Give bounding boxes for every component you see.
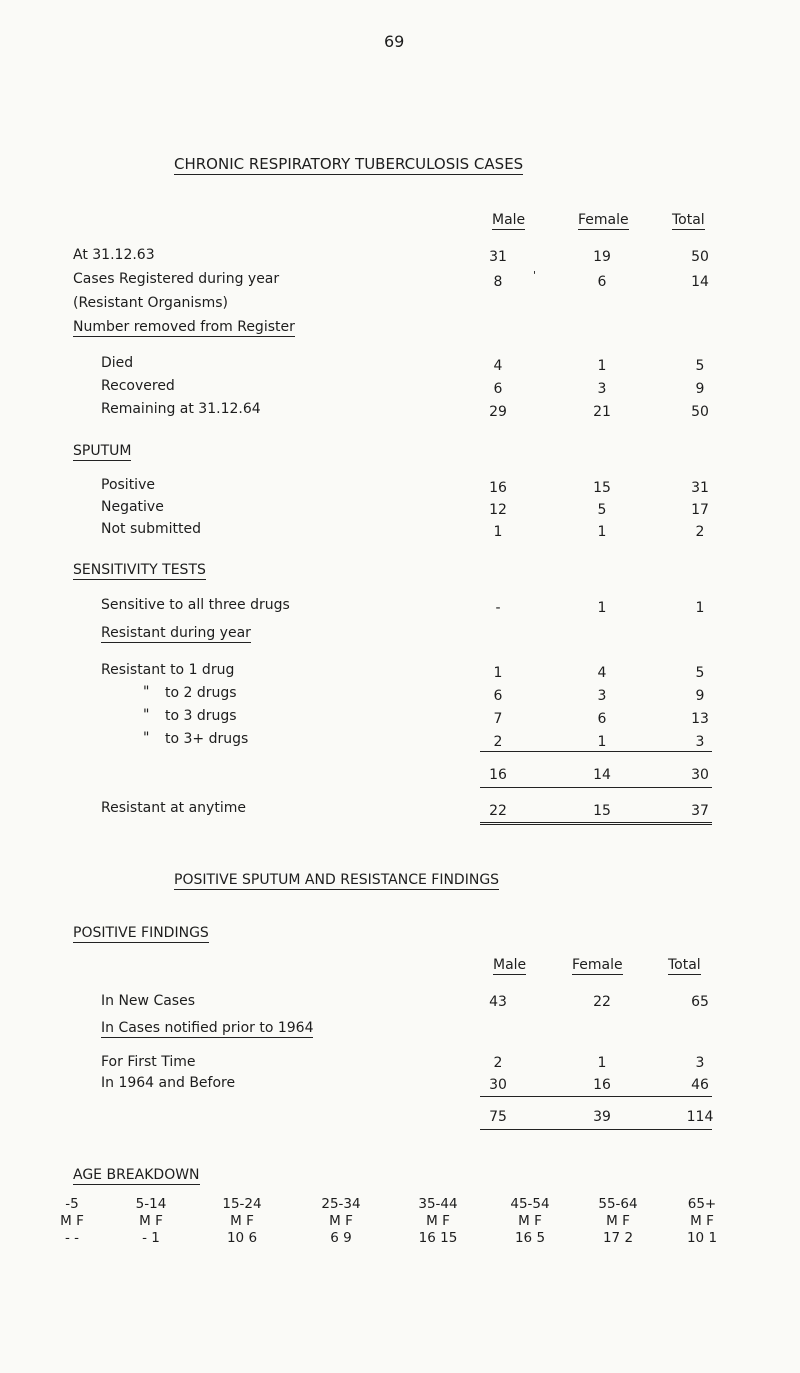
cell-male: - bbox=[495, 600, 501, 616]
age-values: - - bbox=[64, 1230, 80, 1246]
row-label: Not submitted bbox=[101, 521, 202, 537]
cell-male: 12 bbox=[489, 502, 507, 518]
cell-male: 31 bbox=[489, 249, 507, 265]
row-label: At 31.12.63 bbox=[73, 247, 155, 263]
cell-female: 6 bbox=[597, 711, 607, 727]
section2-title: POSITIVE SPUTUM AND RESISTANCE FINDINGS bbox=[174, 872, 500, 888]
cell-male: 29 bbox=[489, 404, 507, 420]
cell-female: 15 bbox=[593, 803, 611, 819]
cell-total: 9 bbox=[695, 381, 705, 397]
cell-female: 4 bbox=[597, 665, 607, 681]
cell-male: 4 bbox=[493, 358, 503, 374]
subtotal-rule bbox=[480, 1096, 712, 1097]
cell-male: 16 bbox=[489, 767, 507, 783]
age-values: 17 2 bbox=[602, 1230, 634, 1246]
row-label: In 1964 and Before bbox=[101, 1075, 236, 1091]
page-number: 69 bbox=[384, 32, 405, 51]
row-label: to 3+ drugs bbox=[165, 731, 249, 747]
header-total: Total bbox=[672, 212, 705, 228]
cell-total: 13 bbox=[691, 711, 709, 727]
section-heading-age-breakdown: AGE BREAKDOWN bbox=[73, 1167, 200, 1183]
row-label: to 2 drugs bbox=[165, 685, 237, 701]
cell-total: 1 bbox=[695, 600, 705, 616]
cell-male: 2 bbox=[493, 734, 503, 750]
cell-female: 3 bbox=[597, 381, 607, 397]
age-range: 55-64 bbox=[598, 1196, 638, 1212]
cell-total: 46 bbox=[691, 1077, 709, 1093]
cell-total: 2 bbox=[695, 524, 705, 540]
cell-total: 114 bbox=[686, 1109, 714, 1125]
cell-total: 50 bbox=[691, 249, 709, 265]
section-heading-sensitivity: SENSITIVITY TESTS bbox=[73, 562, 206, 578]
age-mf: M F bbox=[518, 1213, 542, 1229]
header-male: Male bbox=[493, 957, 527, 973]
age-values: - 1 bbox=[142, 1230, 160, 1246]
cell-male: 2 bbox=[493, 1055, 503, 1071]
header-female: Female bbox=[578, 212, 629, 228]
age-mf: M F bbox=[139, 1213, 163, 1229]
age-range: 25-34 bbox=[321, 1196, 361, 1212]
cell-total: 9 bbox=[695, 688, 705, 704]
cell-female: 22 bbox=[593, 994, 611, 1010]
cell-male: 16 bbox=[489, 480, 507, 496]
row-sublabel: (Resistant Organisms) bbox=[73, 295, 228, 311]
cell-female: 5 bbox=[597, 502, 607, 518]
cell-male: 22 bbox=[489, 803, 507, 819]
age-range: 5-14 bbox=[135, 1196, 167, 1212]
row-label: In New Cases bbox=[101, 993, 195, 1009]
cell-female: 1 bbox=[597, 1055, 607, 1071]
age-values: 16 15 bbox=[418, 1230, 458, 1246]
section-heading-sputum: SPUTUM bbox=[73, 443, 132, 459]
row-label: Sensitive to all three drugs bbox=[101, 597, 290, 613]
total-rule bbox=[480, 1129, 712, 1130]
age-mf: M F bbox=[426, 1213, 450, 1229]
age-values: 10 1 bbox=[686, 1230, 718, 1246]
ditto-mark: " bbox=[143, 684, 150, 700]
age-range: 15-24 bbox=[222, 1196, 262, 1212]
cell-female: 16 bbox=[593, 1077, 611, 1093]
section-subheading: In Cases notified prior to 1964 bbox=[101, 1020, 314, 1036]
cell-total: 14 bbox=[691, 274, 709, 290]
row-label: Negative bbox=[101, 499, 164, 515]
age-range: -5 bbox=[65, 1196, 79, 1212]
cell-total: 65 bbox=[691, 994, 709, 1010]
age-values: 16 5 bbox=[514, 1230, 546, 1246]
row-label: to 3 drugs bbox=[165, 708, 237, 724]
page-title: CHRONIC RESPIRATORY TUBERCULOSIS CASES bbox=[174, 155, 524, 173]
age-mf: M F bbox=[329, 1213, 353, 1229]
cell-male: 1 bbox=[493, 665, 503, 681]
cell-female: 1 bbox=[597, 524, 607, 540]
age-values: 6 9 bbox=[330, 1230, 352, 1246]
age-range: 65+ bbox=[687, 1196, 717, 1212]
row-label: Cases Registered during year bbox=[73, 271, 280, 287]
cell-total: 5 bbox=[695, 358, 705, 374]
cell-total: 50 bbox=[691, 404, 709, 420]
row-label: For First Time bbox=[101, 1054, 196, 1070]
cell-male: 6 bbox=[493, 381, 503, 397]
subtotal-rule bbox=[480, 751, 712, 752]
row-label: Remaining at 31.12.64 bbox=[101, 401, 261, 417]
cell-male: 30 bbox=[489, 1077, 507, 1093]
row-label: Resistant to 1 drug bbox=[101, 662, 235, 678]
cell-male: 6 bbox=[493, 688, 503, 704]
cell-total: 30 bbox=[691, 767, 709, 783]
cell-total: 17 bbox=[691, 502, 709, 518]
cell-female: 39 bbox=[593, 1109, 611, 1125]
row-label: Resistant at anytime bbox=[101, 800, 246, 816]
row-label: Recovered bbox=[101, 378, 175, 394]
age-values: 10 6 bbox=[226, 1230, 258, 1246]
cell-total: 31 bbox=[691, 480, 709, 496]
cell-female: 1 bbox=[597, 734, 607, 750]
cell-male: 1 bbox=[493, 524, 503, 540]
row-label: Died bbox=[101, 355, 134, 371]
cell-male: 8 bbox=[493, 274, 503, 290]
cell-male: 43 bbox=[489, 994, 507, 1010]
age-range: 35-44 bbox=[418, 1196, 458, 1212]
section-subheading: Number removed from Register bbox=[73, 319, 295, 335]
cell-female: 15 bbox=[593, 480, 611, 496]
header-female: Female bbox=[572, 957, 623, 973]
section-subheading: Resistant during year bbox=[101, 625, 251, 641]
header-total: Total bbox=[668, 957, 701, 973]
cell-total: 3 bbox=[695, 734, 705, 750]
cell-male: 75 bbox=[489, 1109, 507, 1125]
cell-total: 5 bbox=[695, 665, 705, 681]
cell-total: 3 bbox=[695, 1055, 705, 1071]
ditto-mark: " bbox=[143, 730, 150, 746]
age-mf: M F bbox=[230, 1213, 254, 1229]
age-mf: M F bbox=[606, 1213, 630, 1229]
header-male: Male bbox=[492, 212, 526, 228]
total-double-rule bbox=[480, 822, 712, 825]
cell-female: 21 bbox=[593, 404, 611, 420]
age-range: 45-54 bbox=[510, 1196, 550, 1212]
row-label: Positive bbox=[101, 477, 155, 493]
age-mf: M F bbox=[60, 1213, 84, 1229]
cell-female: 1 bbox=[597, 600, 607, 616]
cell-female: 3 bbox=[597, 688, 607, 704]
section-heading-positive-findings: POSITIVE FINDINGS bbox=[73, 925, 209, 941]
cell-female: 19 bbox=[593, 249, 611, 265]
ditto-mark: " bbox=[143, 707, 150, 723]
cell-female: 1 bbox=[597, 358, 607, 374]
stray-mark: ' bbox=[533, 269, 537, 282]
cell-female: 6 bbox=[597, 274, 607, 290]
cell-male: 7 bbox=[493, 711, 503, 727]
cell-total: 37 bbox=[691, 803, 709, 819]
subtotal-rule bbox=[480, 787, 712, 788]
age-mf: M F bbox=[690, 1213, 714, 1229]
cell-female: 14 bbox=[593, 767, 611, 783]
